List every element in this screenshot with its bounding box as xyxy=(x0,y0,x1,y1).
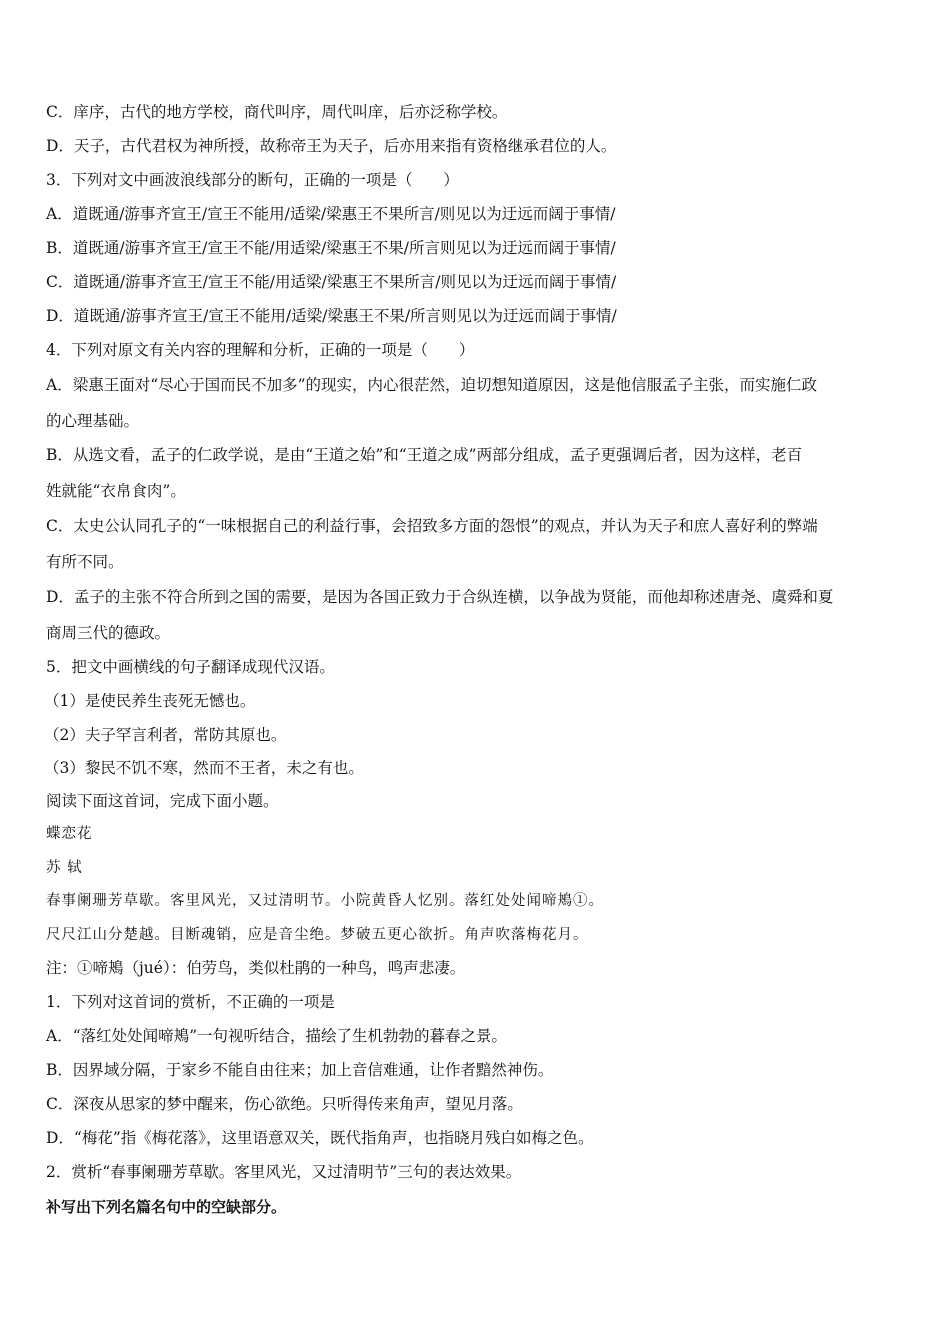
poem-question-2: 2．赏析“春事阑珊芳草歇。客里风光，又过清明节”三句的表达效果。 xyxy=(46,1163,522,1181)
poem-option-a: A．“落红处处闻啼鴂”一句视听结合，描绘了生机勃勃的暮春之景。 xyxy=(46,1027,508,1045)
option-c-q4-cont: 有所不同。 xyxy=(46,553,124,571)
sub-question-3: （3）黎民不饥不寒，然而不王者，未之有也。 xyxy=(44,759,364,777)
option-d-q3: D．道既通/游事齐宣王/宣王不能用/适梁/梁惠王不果/所言则见以为迂远而阔于事情/ xyxy=(46,307,617,325)
poem-title: 蝶恋花 xyxy=(46,826,93,842)
sub-question-1: （1）是使民养生丧死无憾也。 xyxy=(44,692,256,710)
poem-stanza-1: 春事阑珊芳草歇。客里风光，又过清明节。小院黄昏人忆别。落红处处闻啼鴂①。 xyxy=(46,893,604,909)
option-b-q4-cont: 姓就能“衣帛食肉”。 xyxy=(46,482,186,500)
poem-option-b: B．因界域分隔，于家乡不能自由往来；加上音信难通，让作者黯然神伤。 xyxy=(46,1061,554,1079)
question-5: 5．把文中画横线的句子翻译成现代汉语。 xyxy=(46,658,335,676)
reading-instruction: 阅读下面这首词，完成下面小题。 xyxy=(46,792,279,810)
option-d-q4: D．孟子的主张不符合所到之国的需要，是因为各国正致力于合纵连横，以争战为贤能，而他却称述唐尧、虞舜和夏 xyxy=(46,588,834,606)
option-d-q2: D．天子，古代君权为神所授，故称帝王为天子，后亦用来指有资格继承君位的人。 xyxy=(46,137,617,155)
poem-question-1: 1．下列对这首词的赏析，不正确的一项是 xyxy=(46,993,335,1011)
poem-option-d: D．“梅花”指《梅花落》，这里语意双关，既代指角声，也指晓月残白如梅之色。 xyxy=(46,1129,594,1147)
option-b-q3: B．道既通/游事齐宣王/宣王不能/用适梁/梁惠王不果/所言则见以为迂远而阔于事情/ xyxy=(46,239,616,257)
sub-question-2: （2）夫子罕言利者，常防其原也。 xyxy=(44,726,287,744)
question-4: 4．下列对原文有关内容的理解和分析，正确的一项是（ ） xyxy=(46,341,475,359)
poem-note: 注：①啼鴂（jué）：伯劳鸟，类似杜鹃的一种鸟，鸣声悲凄。 xyxy=(46,959,466,977)
option-c-q2: C．庠序，古代的地方学校，商代叫序，周代叫庠，后亦泛称学校。 xyxy=(46,103,508,121)
poem-author: 苏 轼 xyxy=(46,860,83,876)
option-a-q3: A．道既通/游事齐宣王/宣王不能用/适梁/梁惠王不果所言/则见以为迂远而阔于事情/ xyxy=(46,205,616,223)
poem-stanza-2: 尺尺江山分楚越。目断魂销，应是音尘绝。梦破五更心欲折。角声吹落梅花月。 xyxy=(46,927,589,943)
option-c-q4: C．太史公认同孔子的“一味根据自己的利益行事，会招致多方面的怨恨”的观点，并认为天子和庶人喜好利的弊端 xyxy=(46,517,818,535)
option-a-q4: A．梁惠王面对“尽心于国而民不加多”的现实，内心很茫然，迫切想知道原因，这是他信服孟子主张，而实施仁政 xyxy=(46,376,818,394)
option-a-q4-cont: 的心理基础。 xyxy=(46,412,140,430)
poem-option-c: C．深夜从思家的梦中醒来，伤心欲绝。只听得传来角声，望见月落。 xyxy=(46,1095,523,1113)
question-3: 3．下列对文中画波浪线部分的断句，正确的一项是（ ） xyxy=(46,171,459,189)
option-d-q4-cont: 商周三代的德政。 xyxy=(46,624,171,642)
section-heading: 补写出下列名篇名句中的空缺部分。 xyxy=(46,1198,287,1216)
option-c-q3: C．道既通/游事齐宣王/宣王不能/用适梁/梁惠王不果所言/则见以为迂远而阔于事情/ xyxy=(46,273,617,291)
option-b-q4: B．从选文看，孟子的仁政学说，是由“王道之始”和“王道之成”两部分组成，孟子更强调后者，因为这样，老百 xyxy=(46,446,803,464)
